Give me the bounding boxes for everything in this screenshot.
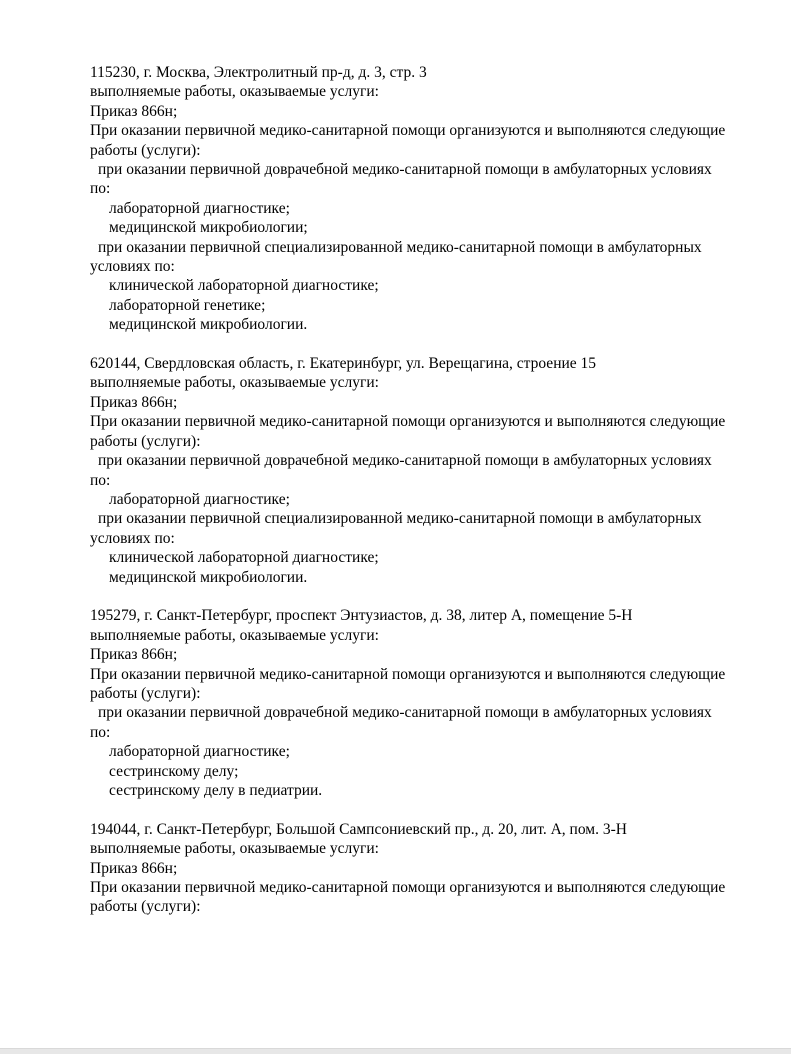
text-line: работы (услуги): bbox=[90, 432, 201, 450]
horizontal-scrollbar-track[interactable] bbox=[0, 1048, 791, 1054]
text-line: работы (услуги): bbox=[90, 898, 201, 916]
address-block bbox=[90, 63, 785, 335]
address-block bbox=[90, 606, 785, 800]
text-line: При оказании первичной медико-санитарной помощи организуются и выполняются следующие bbox=[90, 413, 726, 431]
text-line: при оказании первичной доврачебной медико-санитарной помощи в амбулаторных условиях bbox=[98, 452, 712, 470]
text-line: лабораторной диагностике; bbox=[109, 199, 290, 217]
address-block bbox=[90, 820, 785, 917]
text-line: Приказ 866н; bbox=[90, 393, 178, 411]
text-line: работы (услуги): bbox=[90, 684, 201, 702]
text-line: Приказ 866н; bbox=[90, 646, 178, 664]
text-line: клинической лабораторной диагностике; bbox=[109, 277, 379, 295]
license-document-text bbox=[90, 63, 785, 936]
text-line: при оказании первичной доврачебной медико-санитарной помощи в амбулаторных условиях bbox=[98, 161, 712, 179]
text-line: выполняемые работы, оказываемые услуги: bbox=[90, 626, 379, 644]
address-line: 195279, г. Санкт-Петербург, проспект Энтузиастов, д. 38, литер А, помещение 5-Н bbox=[90, 607, 633, 625]
text-line: Приказ 866н; bbox=[90, 102, 178, 120]
text-line: работы (услуги): bbox=[90, 141, 201, 159]
text-line: условиях по: bbox=[90, 529, 175, 547]
text-line: при оказании первичной специализированной медико-санитарной помощи в амбулаторных bbox=[98, 238, 702, 256]
text-line: по: bbox=[90, 723, 111, 741]
text-line: медицинской микробиологии; bbox=[109, 219, 308, 237]
text-line: медицинской микробиологии. bbox=[109, 568, 308, 586]
text-line: выполняемые работы, оказываемые услуги: bbox=[90, 840, 379, 858]
text-line: медицинской микробиологии. bbox=[109, 316, 308, 334]
text-line: Приказ 866н; bbox=[90, 859, 178, 877]
address-block bbox=[90, 354, 785, 587]
address-line: 620144, Свердловская область, г. Екатеринбург, ул. Верещагина, строение 15 bbox=[90, 355, 597, 373]
text-line: клинической лабораторной диагностике; bbox=[109, 549, 379, 567]
text-line: лабораторной генетике; bbox=[109, 296, 266, 314]
text-line: лабораторной диагностике; bbox=[109, 490, 290, 508]
text-line: выполняемые работы, оказываемые услуги: bbox=[90, 83, 379, 101]
text-line: выполняемые работы, оказываемые услуги: bbox=[90, 374, 379, 392]
text-line: При оказании первичной медико-санитарной помощи организуются и выполняются следующие bbox=[90, 879, 726, 897]
text-line: сестринскому делу; bbox=[109, 762, 239, 780]
text-line: при оказании первичной доврачебной медико-санитарной помощи в амбулаторных условиях bbox=[98, 704, 712, 722]
text-line: При оказании первичной медико-санитарной помощи организуются и выполняются следующие bbox=[90, 122, 726, 140]
text-line: по: bbox=[90, 471, 111, 489]
text-line: по: bbox=[90, 180, 111, 198]
address-line: 115230, г. Москва, Электролитный пр-д, д. 3, стр. 3 bbox=[90, 64, 427, 81]
text-line: сестринскому делу в педиатрии. bbox=[109, 782, 323, 799]
text-line: при оказании первичной специализированной медико-санитарной помощи в амбулаторных bbox=[98, 510, 702, 528]
text-line: условиях по: bbox=[90, 258, 175, 276]
text-line: При оказании первичной медико-санитарной помощи организуются и выполняются следующие bbox=[90, 665, 726, 683]
text-line: лабораторной диагностике; bbox=[109, 743, 290, 761]
address-line: 194044, г. Санкт-Петербург, Большой Сампсониевский пр., д. 20, лит. А, пом. 3-Н bbox=[90, 820, 627, 838]
